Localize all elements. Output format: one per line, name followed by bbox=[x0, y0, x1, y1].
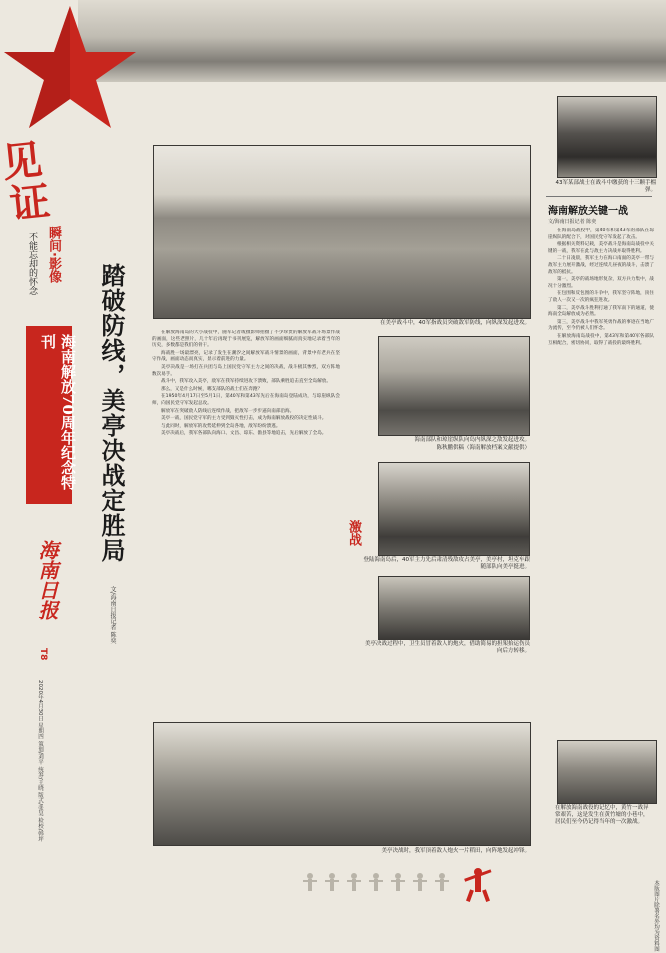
main-paragraph: 美亭决战是一场打在兵团与岛上国民党守军主力之间的决战，战斗极其惨烈，双方阵地数次易手。 bbox=[152, 364, 340, 377]
special-issue-label: 海南解放70周年纪念特刊 bbox=[39, 334, 77, 490]
right-paragraph: 第三，美亭战斗中我军英勇作战的事迹在当地广为流传，至今仍被人们怀念。 bbox=[548, 319, 654, 332]
mid-photo-1 bbox=[378, 336, 530, 436]
caption-main-photo: 在美亭战斗中，40军指战员突破敌军防线，向纵深发起进攻。 bbox=[379, 320, 530, 326]
newspaper-name: 海南日报 bbox=[35, 540, 59, 620]
dancer-figures-icon bbox=[298, 866, 518, 904]
main-paragraph: 与此同时，解放军的攻势延伸到全岛各地，敌军纷纷溃逃。 bbox=[161, 423, 281, 429]
bottom-battle-photo bbox=[153, 722, 531, 846]
bottom-figures-strip bbox=[298, 866, 518, 904]
main-story-body bbox=[152, 330, 340, 690]
column-name: 瞬间·影像 bbox=[46, 226, 61, 283]
right-column-byline: 文/海南日报记者 陈奕 bbox=[548, 219, 597, 225]
headline: 踏破防线，美亭决战定胜局 bbox=[97, 263, 125, 563]
main-paragraph: 解放军在突破敌人防线后连续作战，把敌军一步步逼向南部沿海。 bbox=[161, 408, 295, 414]
caption-bottom-right: 在解放海南战役的记忆中，黄竹一战异常艰苦，这是发生在黄竹墟的小巷中，居民们至今仍记得当年的一次激战。 bbox=[555, 805, 649, 825]
main-paragraph: 那么，又是什么时候，哪支部队的战士们在奔跑？ bbox=[161, 386, 263, 392]
right-paragraph: 第一，美亭的战场地形复杂，双方兵力集中，战况十分激烈。 bbox=[548, 277, 654, 289]
page-number: T8 bbox=[38, 648, 48, 661]
main-paragraph: 战斗中，我军攻入美亭，敌军在我军持续进攻下溃败，部队乘胜追击直至全岛解放。 bbox=[161, 379, 331, 385]
right-paragraph: 二十日凌晨，我军主力在海口南面的美亭一带与敌军主力展开激战，经过连续几昼夜的战斗，击溃了敌军的抵抗。 bbox=[548, 256, 654, 275]
right-column-body bbox=[548, 228, 654, 828]
mid-photo-2 bbox=[378, 462, 530, 556]
jizhan-label: 激战 bbox=[346, 520, 361, 546]
slogan: 不能忘却的怀念 bbox=[27, 232, 37, 295]
main-paragraph: 在1950年4月17日至5月1日，第40军和第43军先后在海南岛登陆成功，与琼崖纵队会师，向国民党守军发起总攻。 bbox=[152, 394, 340, 406]
brand-char-1: 见 bbox=[0, 136, 45, 188]
right-paragraph: 根据相关资料记载，美亭战斗是海南岛战役中关键的一战，我军在此与敌主力决战并取得胜利。 bbox=[548, 242, 654, 254]
main-paragraph: 在解放海南岛的大小战役中，随军记者或摄影师拍摄了不少珍贵的解放军战斗场景作战的画面，这些老照片，几十年后再现于书刊展览，解放军的画面细腻而真实地记录着当年的历史，多数都是我们的骨干。 bbox=[152, 330, 340, 349]
right-column-divider bbox=[546, 196, 652, 197]
brand-char-2: 证 bbox=[7, 177, 53, 229]
right-paragraph: 在解放海南岛战役中，第43军和第40军各部队互相配合，密切协同，取得了战役的最终胜利。 bbox=[548, 333, 654, 346]
right-paragraph: 在海南岛战役中，第40军和第43军的部队在琼崖纵队的配合下，对国民党守军发起了攻击。 bbox=[548, 228, 654, 240]
main-battle-photo bbox=[153, 145, 531, 319]
caption-mid-2: 登陆海南岛后，40军主力先后肃清残敌攻占美亭，美亭村，坦克车跟随部队向美亭挺进。 bbox=[363, 557, 530, 570]
caption-mid-3: 美亭决战过程中，卫生员冒着敌人的炮火，借助简易的担架抬运伤员向后方转移。 bbox=[364, 641, 530, 654]
mid-photo-3 bbox=[378, 576, 530, 640]
side-credit: 本版图片除署名外均为资料图 bbox=[653, 880, 659, 952]
red-star-icon bbox=[0, 6, 140, 136]
main-paragraph: 美亭一战，国民党守军的主力受到毁灭性打击，成为海南解放战役的决定性战斗。 bbox=[161, 416, 327, 422]
brand-title bbox=[0, 136, 62, 229]
caption-mid-1-credit: 陈秋鹏供稿（海南解放档案文献提供） bbox=[436, 445, 530, 451]
right-column-title: 海南解放关键一战 bbox=[548, 206, 628, 217]
top-banner-photo bbox=[78, 0, 666, 82]
main-paragraph: 海战胜一场最漂亮，记录了发生在潮汐之间解放军战斗情景的画面，背景中有老兵在坚守作战，画面动态而真实，显示着前进的力量。 bbox=[152, 350, 340, 363]
top-right-photo bbox=[557, 96, 657, 178]
issue-info: 2020年4月30日 星期四 策划/刘平 统筹/王晓 版式/张昊 检校/韩坪 bbox=[37, 680, 43, 842]
caption-bottom-photo: 美亭决战时，我军顶着敌人炮火一片稻田，向阵地发起冲锋。 bbox=[381, 848, 530, 854]
right-paragraph: 在包围和反包围的斗争中，我军坚守阵地，顶住了敌人一次又一次的疯狂进攻。 bbox=[548, 291, 654, 303]
main-byline: 文/海南日报记者 陈奕 bbox=[109, 586, 116, 644]
bottom-right-photo bbox=[557, 740, 657, 804]
main-paragraph: 美亭决战后，我军各部队向海口、文昌、琼东、儋县等地追击，先后解放了全岛。 bbox=[161, 431, 327, 437]
special-issue-bar bbox=[26, 326, 77, 504]
caption-top-right: 43军某部战士在战斗中缴获的十三颗手榴弹。 bbox=[555, 180, 656, 193]
caption-mid-1: 海南部队和琼崖纵队向岛内纵深之敌发起进攻。 bbox=[414, 437, 530, 443]
right-paragraph: 第二，美亭战斗胜利打通了我军南下的通道，使海南全岛解放成为必然。 bbox=[548, 305, 654, 318]
